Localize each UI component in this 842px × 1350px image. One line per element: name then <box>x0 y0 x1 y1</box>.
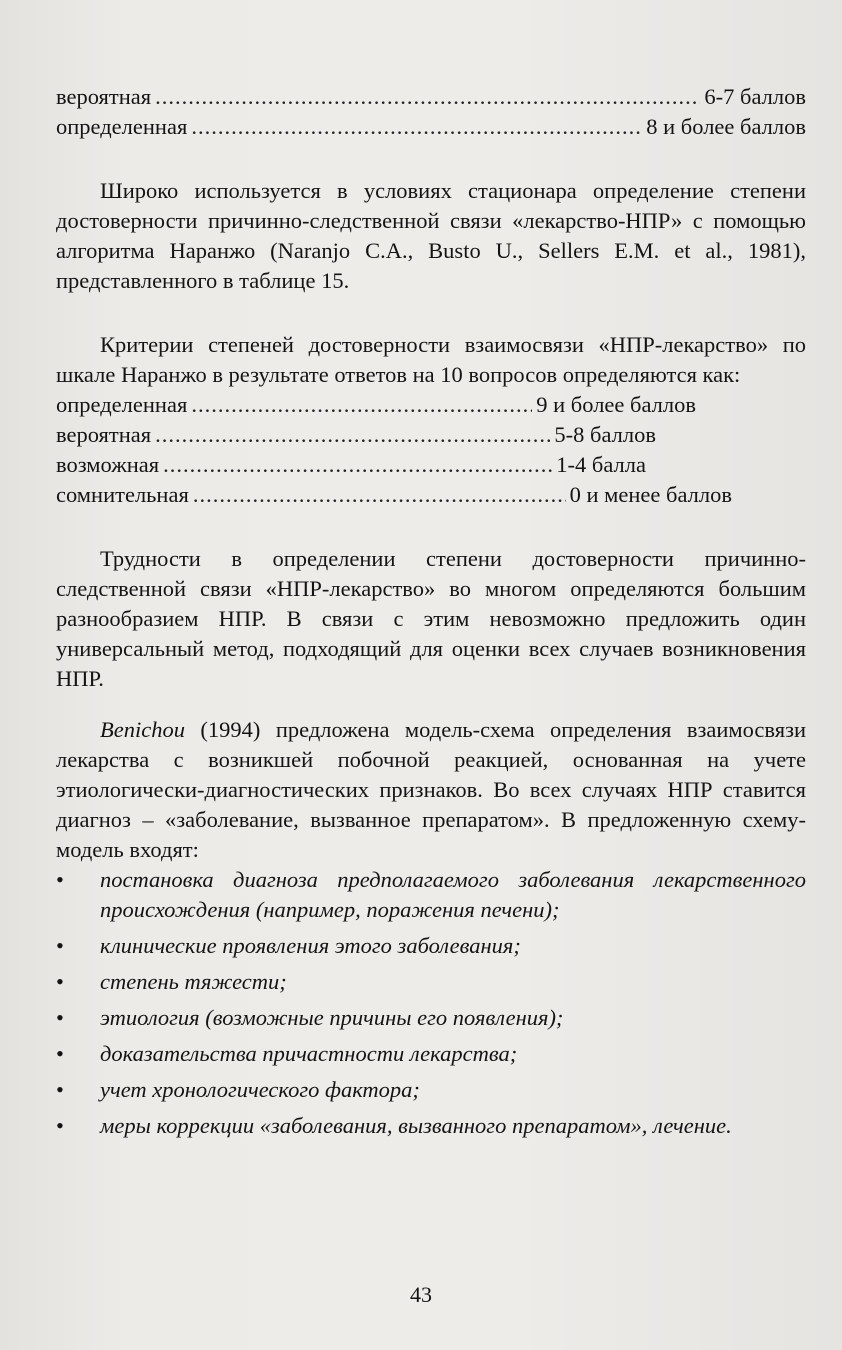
list-item <box>56 967 806 997</box>
scale-row-probable <box>56 82 806 112</box>
list-item-text: постановка диагноза предполагаемого заболевания лекарственного происхождения (например, поражения печени); <box>100 867 806 922</box>
bullet-icon: • <box>56 1041 64 1066</box>
scale-row-definite <box>56 112 806 142</box>
paragraph-naranjo-criteria: Критерии степеней достоверности взаимосвязи «НПР-лекарство» по шкале Наранжо в результате ответов на 10 вопросов определяются как: <box>56 332 806 387</box>
list-item-text: степень тяжести; <box>100 969 287 994</box>
page-number: 43 <box>410 1282 432 1307</box>
scale-value: 8 и более баллов <box>646 114 806 139</box>
bullet-icon: • <box>56 867 64 892</box>
list-item-text: учет хронологического фактора; <box>100 1077 420 1102</box>
list-item-text: доказательства причастности лекарства; <box>100 1041 518 1066</box>
scale-label: сомнительная <box>56 482 189 507</box>
scale-label: определенная <box>56 114 188 139</box>
scale-value: 6-7 баллов <box>704 84 806 109</box>
bullet-icon: • <box>56 969 64 994</box>
scale-label: возможная <box>56 452 160 477</box>
bullet-icon: • <box>56 933 64 958</box>
bullet-icon: • <box>56 1113 64 1138</box>
list-item-text: клинические проявления этого заболевания; <box>100 933 521 958</box>
scale-value: 9 и более баллов <box>536 392 696 417</box>
model-components-list <box>56 865 806 1141</box>
paragraph-benichou <box>56 715 806 865</box>
page-content <box>56 82 806 1147</box>
scale-label: вероятная <box>56 84 152 109</box>
naranjo-row-probable <box>56 420 656 450</box>
list-item-text: этиология (возможные причины его появления); <box>100 1005 564 1030</box>
paragraph-naranjo-intro: Широко используется в условиях стационара определение степени достоверности причинно-следственной связи «лекарство-НПР» с помощью алгоритма Наранжо (Naranjo C.A., Busto U., Sellers E.M. et al., 1981), представленного в таблице 15. <box>56 178 806 293</box>
dot-leader <box>155 420 550 450</box>
list-item <box>56 1075 806 1105</box>
author-name: Benichou <box>100 717 185 742</box>
list-item <box>56 1111 806 1141</box>
bullet-icon: • <box>56 1077 64 1102</box>
paragraph-difficulties: Трудности в определении степени достоверности причинно-следственной связи «НПР-лекарство» во многом определяются большим разнообразием НПР. В связи с этим невозможно предложить один универсальный метод, подходящий для оценки всех случаев возникновения НПР. <box>56 546 806 691</box>
scale-label: определенная <box>56 392 188 417</box>
dot-leader <box>191 112 642 142</box>
naranjo-row-definite <box>56 390 696 420</box>
list-item <box>56 1039 806 1069</box>
naranjo-row-possible <box>56 450 646 480</box>
dot-leader <box>191 390 532 420</box>
scale-value: 1-4 балла <box>556 452 646 477</box>
list-item <box>56 931 806 961</box>
scale-value: 5-8 баллов <box>554 422 656 447</box>
dot-leader <box>163 450 552 480</box>
list-item <box>56 865 806 925</box>
bullet-icon: • <box>56 1005 64 1030</box>
list-item-text: меры коррекции «заболевания, вызванного препаратом», лечение. <box>100 1113 732 1138</box>
dot-leader <box>193 480 566 510</box>
scale-label: вероятная <box>56 422 152 447</box>
naranjo-row-doubtful <box>56 480 732 510</box>
scale-value: 0 и менее баллов <box>569 482 732 507</box>
paragraph-benichou-text: (1994) предложена модель-схема определения взаимосвязи лекарства с возникшей побочной реакцией, основанная на учете этиологически-диагностических признаков. Во всех случаях НПР ставится диагноз – «заболевание, вызванное препаратом». В предложенную схему-модель входят: <box>56 717 806 862</box>
list-item <box>56 1003 806 1033</box>
dot-leader <box>155 82 700 112</box>
